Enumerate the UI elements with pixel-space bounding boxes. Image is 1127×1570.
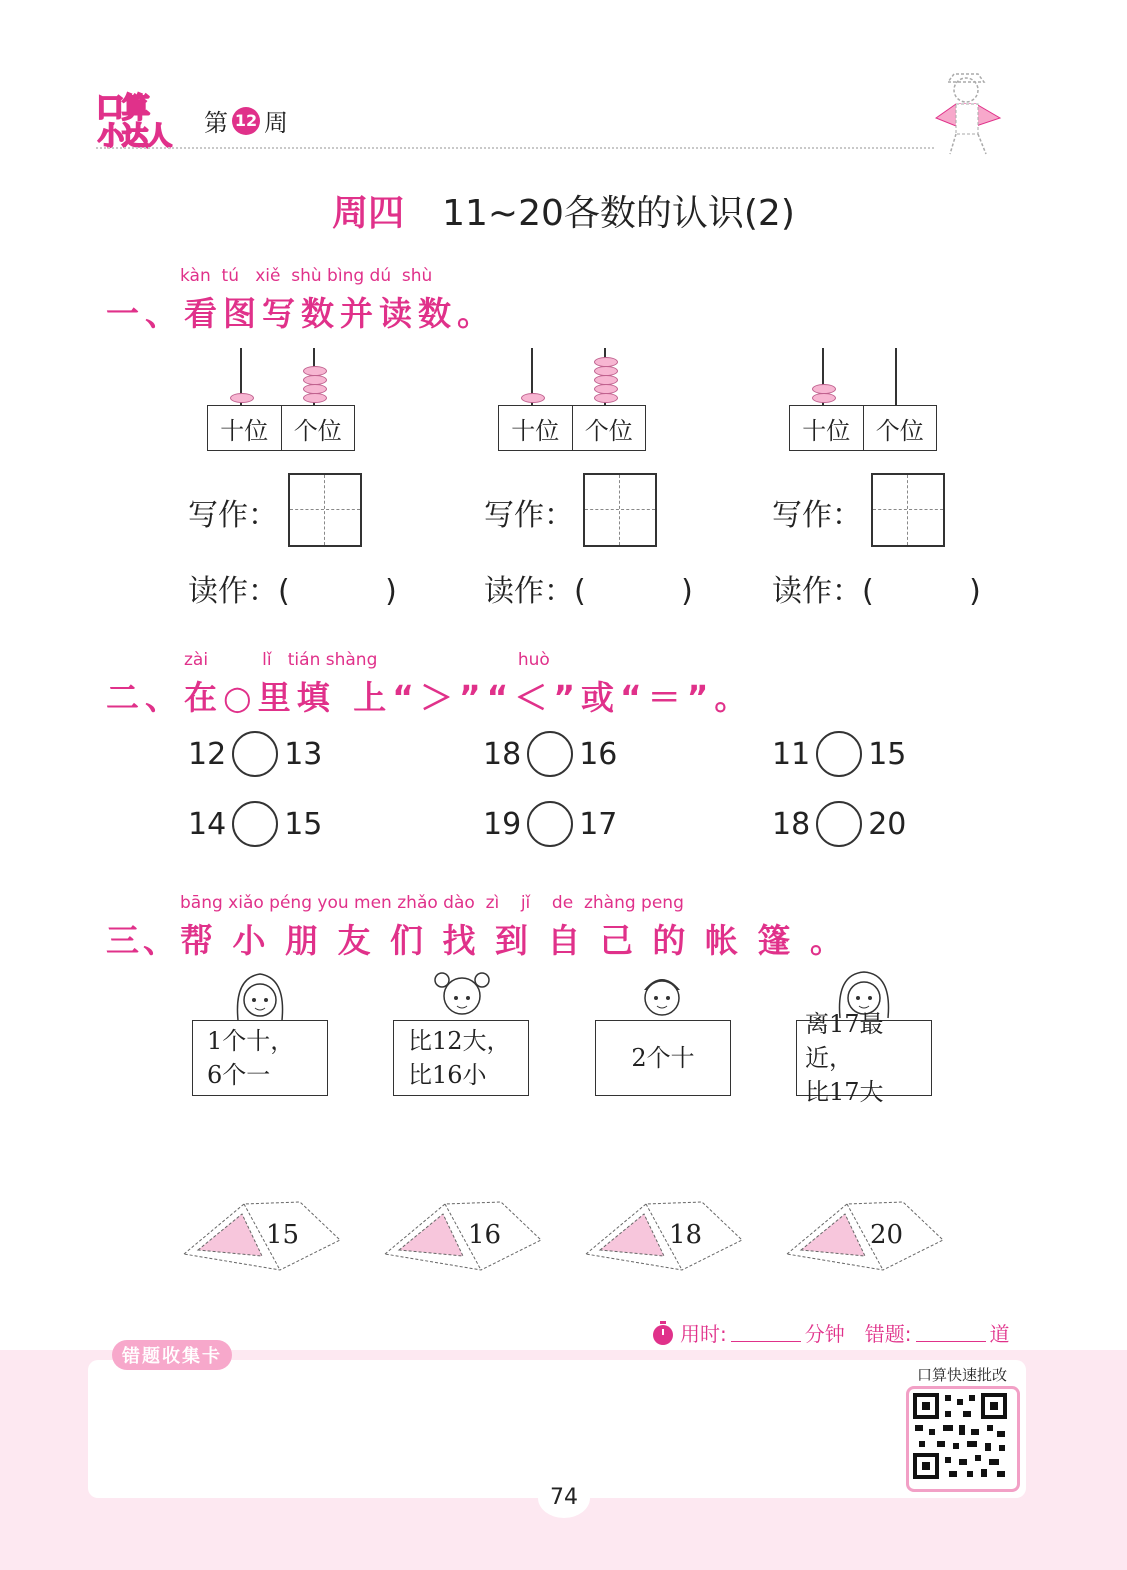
answer-circle[interactable] bbox=[816, 801, 862, 847]
read-answer-field[interactable]: 读作：( ) bbox=[484, 574, 693, 609]
tent-number[interactable]: 20 bbox=[870, 1220, 904, 1250]
week-number-badge: 12 bbox=[232, 107, 260, 135]
qr-code-icon bbox=[906, 1386, 1020, 1492]
section2-pinyin: zài lǐ tián shàng huò bbox=[184, 650, 550, 670]
brand-logo bbox=[96, 86, 180, 150]
week-suffix: 周 bbox=[264, 109, 288, 137]
logo-text-2: 小达人 bbox=[98, 122, 171, 152]
right-number: 15 bbox=[868, 736, 907, 772]
ones-bead bbox=[594, 375, 618, 385]
abacus bbox=[789, 348, 939, 448]
left-number: 19 bbox=[483, 806, 522, 842]
ones-bead bbox=[594, 357, 618, 367]
card-line-2: 比17大 bbox=[805, 1078, 884, 1106]
comparison-item bbox=[772, 801, 906, 847]
section3-pinyin: bāng xiǎo péng you men zhǎo dào zì jǐ de zhàng peng bbox=[180, 893, 684, 913]
kid-clue-card bbox=[595, 1020, 731, 1096]
error-collection-tag: 错题收集卡 bbox=[112, 1340, 232, 1370]
tens-bead bbox=[230, 393, 254, 403]
comparison-item bbox=[772, 731, 906, 777]
tent-icon bbox=[180, 1196, 346, 1276]
card-line-1: 比12大， bbox=[408, 1027, 511, 1055]
week-indicator bbox=[204, 103, 288, 138]
place-value-box bbox=[498, 405, 646, 451]
right-number: 13 bbox=[284, 736, 323, 772]
time-label: 用时: bbox=[680, 1322, 727, 1346]
right-number: 20 bbox=[868, 806, 907, 842]
answer-circle[interactable] bbox=[527, 801, 573, 847]
error-unit: 道 bbox=[989, 1322, 1010, 1346]
right-number: 17 bbox=[579, 806, 618, 842]
page-number: 74 bbox=[538, 1478, 590, 1518]
time-input[interactable] bbox=[731, 1323, 801, 1342]
quick-grading-qr[interactable] bbox=[900, 1364, 1024, 1492]
answer-circle[interactable] bbox=[232, 731, 278, 777]
left-number: 14 bbox=[188, 806, 227, 842]
tent-number[interactable]: 15 bbox=[266, 1220, 300, 1250]
comparison-item bbox=[483, 731, 617, 777]
ones-label: 个位 bbox=[572, 406, 646, 450]
tens-bead bbox=[521, 393, 545, 403]
answer-circle[interactable] bbox=[232, 801, 278, 847]
answer-circle[interactable] bbox=[527, 731, 573, 777]
comparison-item bbox=[483, 801, 617, 847]
time-unit: 分钟 bbox=[804, 1322, 845, 1346]
error-count-input[interactable] bbox=[916, 1323, 986, 1342]
ones-bead bbox=[303, 384, 327, 394]
write-label: 写作： bbox=[484, 498, 574, 533]
card-line-1: 2个十 bbox=[631, 1044, 695, 1072]
read-answer-field[interactable]: 读作：( ) bbox=[772, 574, 981, 609]
left-number: 11 bbox=[772, 736, 811, 772]
section1-pinyin: kàn tú xiě shù bìng dú shù bbox=[180, 266, 433, 286]
tens-bead bbox=[812, 384, 836, 394]
mascot-icon bbox=[926, 68, 1018, 160]
write-answer-box[interactable] bbox=[288, 473, 362, 547]
error-label: 错题: bbox=[864, 1322, 912, 1346]
logo-text-1: 口算 bbox=[96, 91, 149, 124]
tens-bead bbox=[812, 393, 836, 403]
ones-bead bbox=[594, 384, 618, 394]
card-line-2: 比16小 bbox=[408, 1061, 487, 1089]
section3-heading: 三、帮 小 朋 友 们 找 到 自 己 的 帐 篷 。 bbox=[106, 921, 847, 960]
kid-clue-card bbox=[192, 1020, 328, 1096]
tent-number[interactable]: 18 bbox=[669, 1220, 703, 1250]
qr-label: 口算快速批改 bbox=[916, 1366, 1007, 1384]
comparison-item bbox=[188, 801, 322, 847]
place-value-box bbox=[207, 405, 355, 451]
boy-face-icon bbox=[632, 968, 692, 1020]
right-number: 15 bbox=[284, 806, 323, 842]
section2-heading: 二、在○里填 上“＞”“＜”或“＝”。 bbox=[106, 678, 754, 717]
page-title bbox=[0, 185, 1127, 236]
section1-heading: 一、看图写数并读数。 bbox=[106, 294, 496, 333]
place-value-box bbox=[789, 405, 937, 451]
tens-label: 十位 bbox=[220, 416, 269, 445]
answer-circle[interactable] bbox=[816, 731, 862, 777]
right-number: 16 bbox=[579, 736, 618, 772]
ones-bead bbox=[303, 375, 327, 385]
tent-icon bbox=[582, 1196, 748, 1276]
time-error-record bbox=[650, 1318, 1010, 1347]
left-number: 18 bbox=[772, 806, 811, 842]
write-label: 写作： bbox=[772, 498, 862, 533]
ones-rod bbox=[895, 348, 897, 405]
ones-label: 个位 bbox=[863, 406, 937, 450]
tens-label: 十位 bbox=[511, 416, 560, 445]
tent-number[interactable]: 16 bbox=[468, 1220, 502, 1250]
comparison-item bbox=[188, 731, 322, 777]
ones-bead bbox=[303, 393, 327, 403]
title-topic: 11~20各数的认识(2) bbox=[442, 193, 795, 234]
write-answer-box[interactable] bbox=[871, 473, 945, 547]
card-line-1: 离17最近， bbox=[805, 1010, 884, 1072]
title-day: 周四 bbox=[332, 193, 405, 234]
left-number: 18 bbox=[483, 736, 522, 772]
tens-label: 十位 bbox=[802, 416, 851, 445]
tent-icon bbox=[381, 1196, 547, 1276]
write-label: 写作： bbox=[188, 498, 278, 533]
card-line-1: 1个十， bbox=[207, 1027, 295, 1055]
abacus bbox=[498, 348, 648, 448]
kid-clue-card bbox=[393, 1020, 529, 1096]
ones-bead bbox=[594, 393, 618, 403]
error-collection-card[interactable] bbox=[88, 1360, 1026, 1498]
read-answer-field[interactable]: 读作：( ) bbox=[188, 574, 397, 609]
kid-clue-card bbox=[796, 1010, 932, 1106]
ones-bead bbox=[594, 366, 618, 376]
tent-icon bbox=[783, 1196, 949, 1276]
ones-bead bbox=[303, 366, 327, 376]
girl-face-icon bbox=[230, 970, 290, 1022]
abacus bbox=[207, 348, 357, 448]
girl-face-icon bbox=[432, 968, 492, 1020]
week-prefix: 第 bbox=[204, 109, 228, 137]
header-divider bbox=[96, 147, 934, 149]
stopwatch-icon bbox=[650, 1320, 676, 1346]
write-answer-box[interactable] bbox=[583, 473, 657, 547]
card-line-2: 6个一 bbox=[207, 1061, 271, 1089]
left-number: 12 bbox=[188, 736, 227, 772]
ones-label: 个位 bbox=[281, 406, 355, 450]
